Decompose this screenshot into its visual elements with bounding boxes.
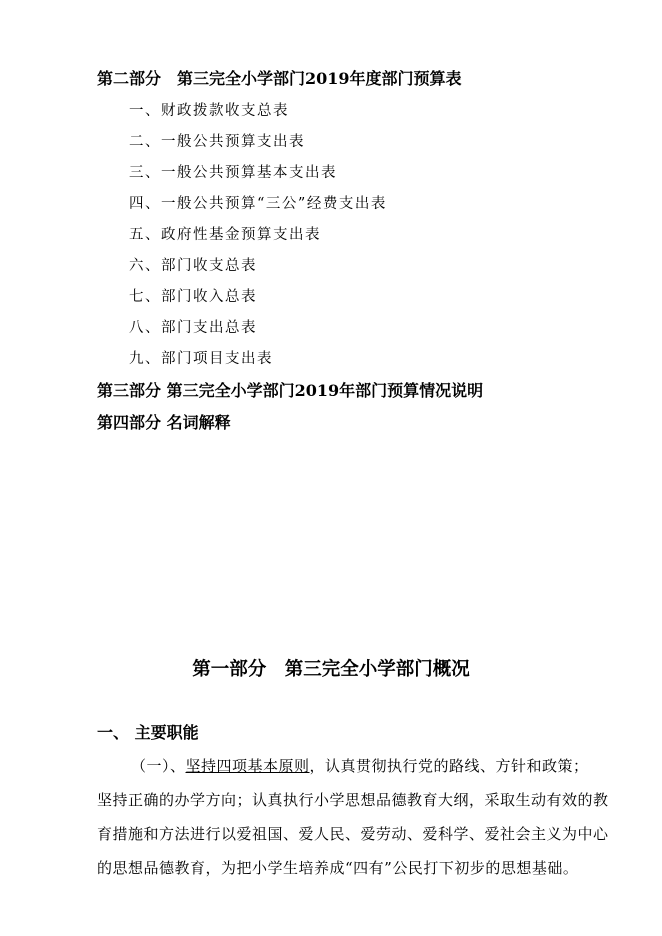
- paragraph-line-2: 坚持正确的办学方向；认真执行小学思想品德教育大纲，采取生动有效的教: [97, 791, 609, 809]
- part1-title: 第一部分 第三完全小学部门概况: [192, 659, 470, 680]
- part2-heading: 第二部分 第三完全小学部门2019年度部门预算表: [97, 69, 462, 88]
- paragraph-prefix: （一）、: [131, 757, 186, 775]
- toc-item: 九、部门项目支出表: [129, 351, 273, 367]
- toc-item: 二、一般公共预算支出表: [129, 134, 305, 150]
- toc-item: 四、一般公共预算“三公”经费支出表: [129, 196, 387, 212]
- part4-heading: 第四部分 名词解释: [97, 413, 231, 432]
- paragraph-line-1: [131, 755, 589, 776]
- paragraph-line-3: 育措施和方法进行以爱祖国、爱人民、爱劳动、爱科学、爱社会主义为中心: [97, 825, 609, 843]
- underlined-principle: 坚持四项基本原则: [185, 757, 310, 775]
- part3-heading: 第三部分 第三完全小学部门2019年部门预算情况说明: [97, 381, 484, 400]
- toc-item: 五、政府性基金预算支出表: [129, 227, 321, 243]
- toc-item: 一、财政拨款收支总表: [129, 103, 289, 119]
- toc-item: 三、一般公共预算基本支出表: [129, 165, 337, 181]
- section-heading: 一、 主要职能: [97, 723, 199, 742]
- toc-item: 七、部门收入总表: [129, 289, 257, 305]
- toc-item: 六、部门收支总表: [129, 258, 257, 274]
- toc-item: 八、部门支出总表: [129, 320, 257, 336]
- paragraph-line-4: 的思想品德教育，为把小学生培养成“四有”公民打下初步的思想基础。: [97, 859, 579, 877]
- paragraph-line-1-rest: ，认真贯彻执行党的路线、方针和政策；: [309, 757, 589, 775]
